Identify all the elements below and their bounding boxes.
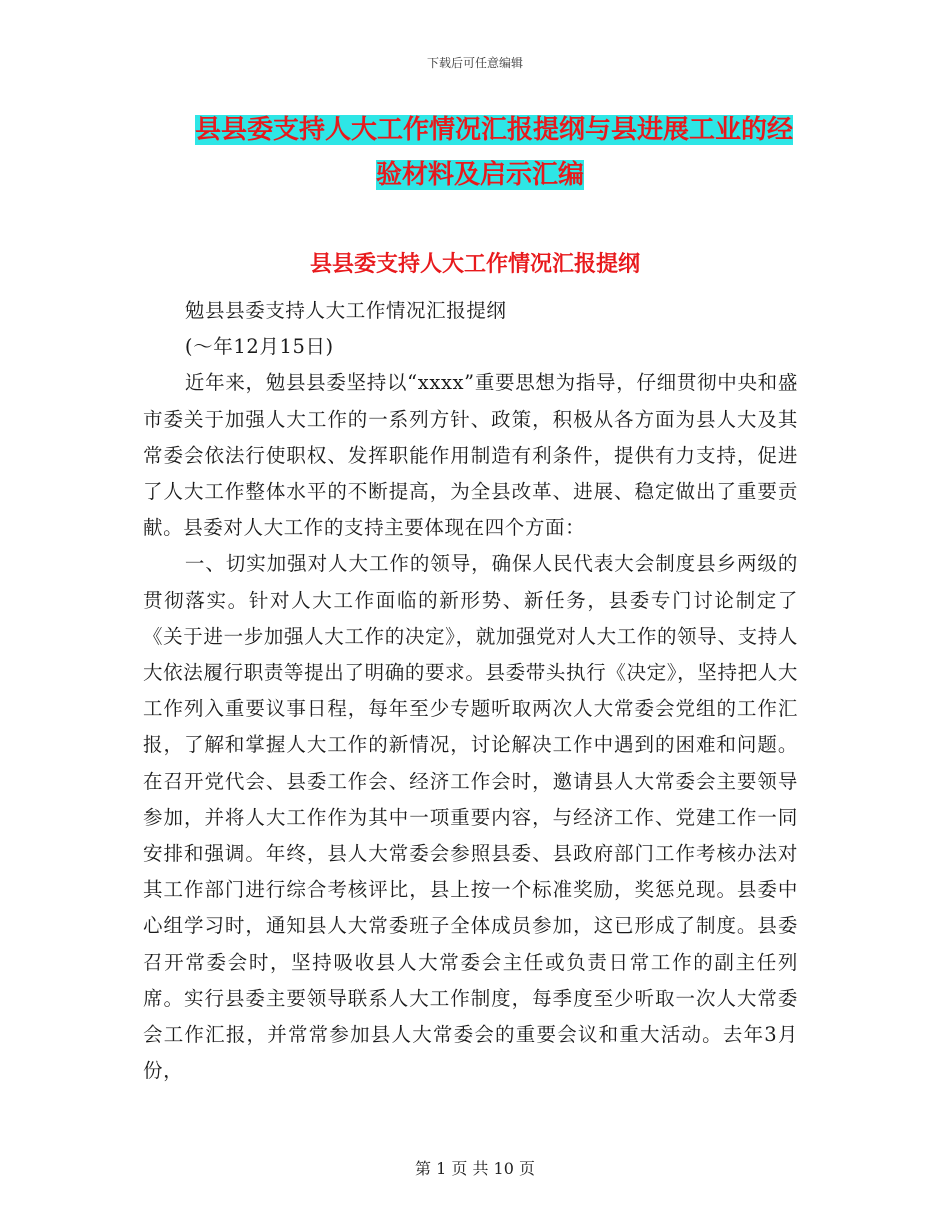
body-paragraph: 勉县县委支持人大工作情况汇报提纲: [184, 299, 507, 322]
document-title: [195, 108, 805, 198]
document-title-line-2: 验材料及启示汇编: [375, 160, 584, 190]
document-body: [143, 293, 798, 1089]
document-title-line-1: 县县委支持人大工作情况汇报提纲与县进展工业的经: [195, 115, 794, 145]
body-paragraph: 近年来，勉县县委坚持以“xxxx”重要思想为指导，仔细贯彻中央和盛市委关于加强人大工作的一系列方针、政策，积极从各方面为县人大及其常委会依法行使职权、发挥职能作用制造有利条件，提供有力支持，促进了人大工作整体水平的不断提高，为全县改革、进展、稳定做出了重要贡献。县委对人大工作的支持主要体现在四个方面：: [143, 371, 798, 540]
section-heading: 县县委支持人大工作情况汇报提纲: [309, 252, 640, 277]
body-paragraph: 一、切实加强对人大工作的领导，确保人民代表大会制度县乡两级的贯彻落实。针对人大工作面临的新形势、新任务，县委专门讨论制定了《关于进一步加强人大工作的决定》，就加强党对人大工作的领导、支持人大依法履行职责等提出了明确的要求。县委带头执行《决定》，坚持把人大工作列入重要议事日程，每年至少专题听取两次人大常委会党组的工作汇报，了解和掌握人大工作的新情况，讨论解决工作中遇到的困难和问题。在召开党代会、县委工作会、经济工作会时，邀请县人大常委会主要领导参加，并将人大工作作为其中一项重要内容，与经济工作、党建工作一同安排和强调。年终，县人大常委会参照县委、县政府部门工作考核办法对其工作部门进行综合考核评比，县上按一个标准奖励，奖惩兑现。县委中心组学习时，通知县人大常委班子全体成员参加，这已形成了制度。县委召开常委会时，坚持吸收县人大常委会主任或负责日常工作的副主任列席。实行县委主要领导联系人大工作制度，每季度至少听取一次人大常委会工作汇报，并常常参加县人大常委会的重要会议和重大活动。去年3月份，: [143, 552, 798, 1083]
body-paragraph: (～年12月15日): [184, 335, 334, 359]
page-header-note: 下载后可任意编辑: [426, 56, 523, 70]
page-number-footer: 第 1 页 共 10 页: [415, 1159, 535, 1178]
